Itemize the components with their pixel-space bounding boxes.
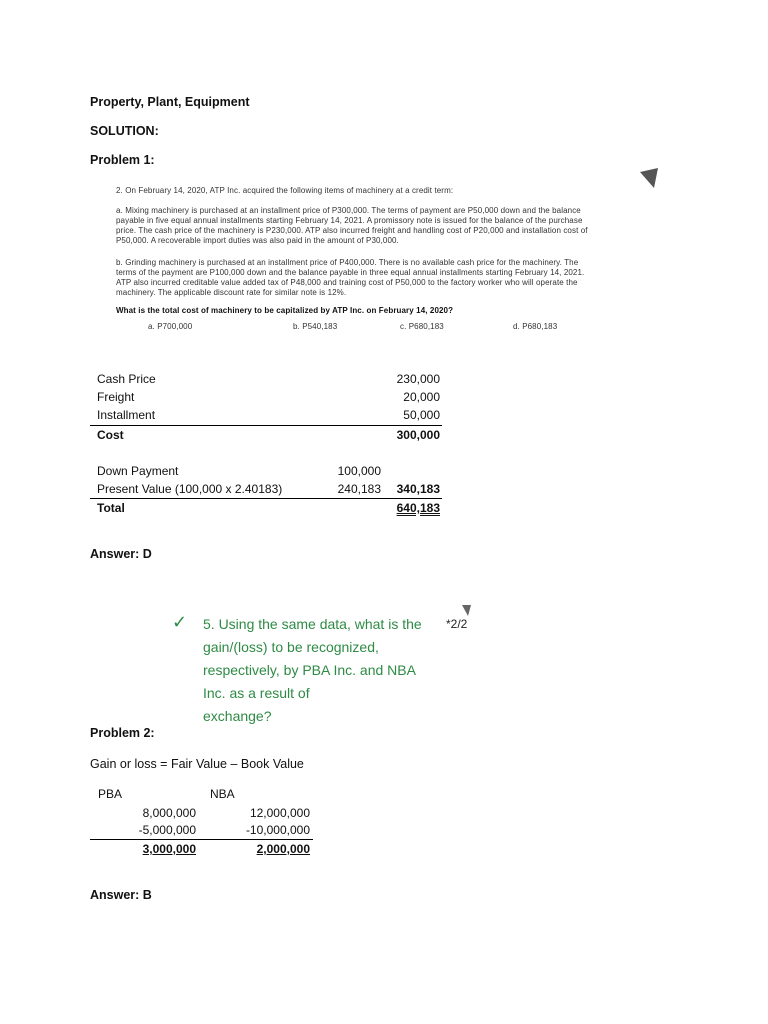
quiz-question-line: 5. Using the same data, what is the: [203, 616, 422, 632]
down-payment-value: 100,000: [337, 464, 381, 478]
solution-heading: SOLUTION:: [90, 124, 159, 138]
present-value-value: 240,183: [337, 482, 381, 496]
quiz-question-line: gain/(loss) to be recognized,: [203, 639, 379, 655]
cost-table-rule: [90, 425, 442, 426]
cost-row-value: 230,000: [396, 372, 440, 386]
payment-total-label: Total: [97, 501, 125, 515]
pba-gain: 3,000,000: [142, 842, 196, 856]
cost-row-value: 20,000: [403, 390, 440, 404]
nba-fair-value: 12,000,000: [249, 806, 310, 820]
choice-c: c. P680,183: [400, 322, 444, 331]
problem1-intro: 2. On February 14, 2020, ATP Inc. acquired the following items of machinery at a credit term:: [116, 186, 454, 195]
quiz-question-line: Inc. as a result of: [203, 685, 310, 701]
item-b-line: terms of the payment are P100,000 down and the balance payable in three equal annual installments starting February 14, 2021.: [116, 268, 585, 277]
gain-loss-rule: [90, 839, 313, 840]
quiz-question-line: respectively, by PBA Inc. and NBA: [203, 662, 416, 678]
pba-header: PBA: [98, 787, 123, 801]
answer1: Answer: D: [90, 547, 152, 561]
item-b-line: b. Grinding machinery is purchased at an installment price of P400,000. There is no available cash price for the machinery. The: [116, 258, 579, 267]
quiz-question-line: exchange?: [203, 708, 272, 724]
payment-subtotal: 340,183: [396, 482, 440, 496]
cost-row-label: Cash Price: [97, 372, 156, 386]
item-a-line: payable in five equal annual installments starting February 14, 2021. A promissory note is issued for the balance of the purchase: [116, 216, 583, 225]
choice-b: b. P540,183: [293, 322, 338, 331]
cost-row-label: Freight: [97, 390, 135, 404]
payment-total-value: 640,183: [396, 501, 440, 515]
item-a-line: a. Mixing machinery is purchased at an installment price of P300,000. The terms of payment are P50,000 down and the balance: [116, 206, 581, 215]
down-payment-label: Down Payment: [97, 464, 179, 478]
cost-row-value: 50,000: [403, 408, 440, 422]
payment-table: [97, 463, 442, 523]
item-a-line: price. The cash price of the machinery is P230,000. ATP also incurred freight and handling cost of P20,000 and installation cost of: [116, 226, 588, 235]
nba-book-value: -10,000,000: [245, 823, 310, 837]
quiz-question: [203, 613, 443, 728]
document-title: Property, Plant, Equipment: [90, 95, 250, 109]
quiz-score: *2/2: [446, 617, 468, 631]
score-marker-icon: [462, 604, 472, 616]
check-icon: ✓: [172, 612, 188, 632]
problem1-scan: [116, 186, 646, 316]
cost-total-value: 300,000: [396, 428, 440, 442]
payment-table-rule: [90, 498, 442, 499]
nba-header: NBA: [210, 787, 235, 801]
problem2-heading: Problem 2:: [90, 726, 155, 740]
cost-row-label: Installment: [97, 408, 156, 422]
choice-d: d. P680,183: [513, 322, 558, 331]
nba-gain: 2,000,000: [256, 842, 310, 856]
item-b-line: machinery. The applicable discount rate for similar note is 12%.: [116, 288, 347, 297]
problem1-question: What is the total cost of machinery to be capitalized by ATP Inc. on February 14, 2020?: [116, 306, 454, 315]
pba-book-value: -5,000,000: [138, 823, 196, 837]
choice-a: a. P700,000: [148, 322, 193, 331]
pba-fair-value: 8,000,000: [142, 806, 196, 820]
present-value-label: Present Value (100,000 x 2.40183): [97, 482, 283, 496]
problem2-formula: Gain or loss = Fair Value – Book Value: [90, 757, 304, 771]
item-a-line: P50,000. A recoverable import duties was also paid in the amount of P30,000.: [116, 236, 399, 245]
gain-loss-table: [90, 786, 320, 866]
problem1-heading: Problem 1:: [90, 153, 155, 167]
answer2: Answer: B: [90, 888, 152, 902]
item-b-line: ATP also incurred creditable value added tax of P48,000 and training cost of P50,000 to the factory worker who will operate the: [116, 278, 578, 287]
cost-table: [97, 371, 442, 447]
cost-total-label: Cost: [97, 428, 124, 442]
